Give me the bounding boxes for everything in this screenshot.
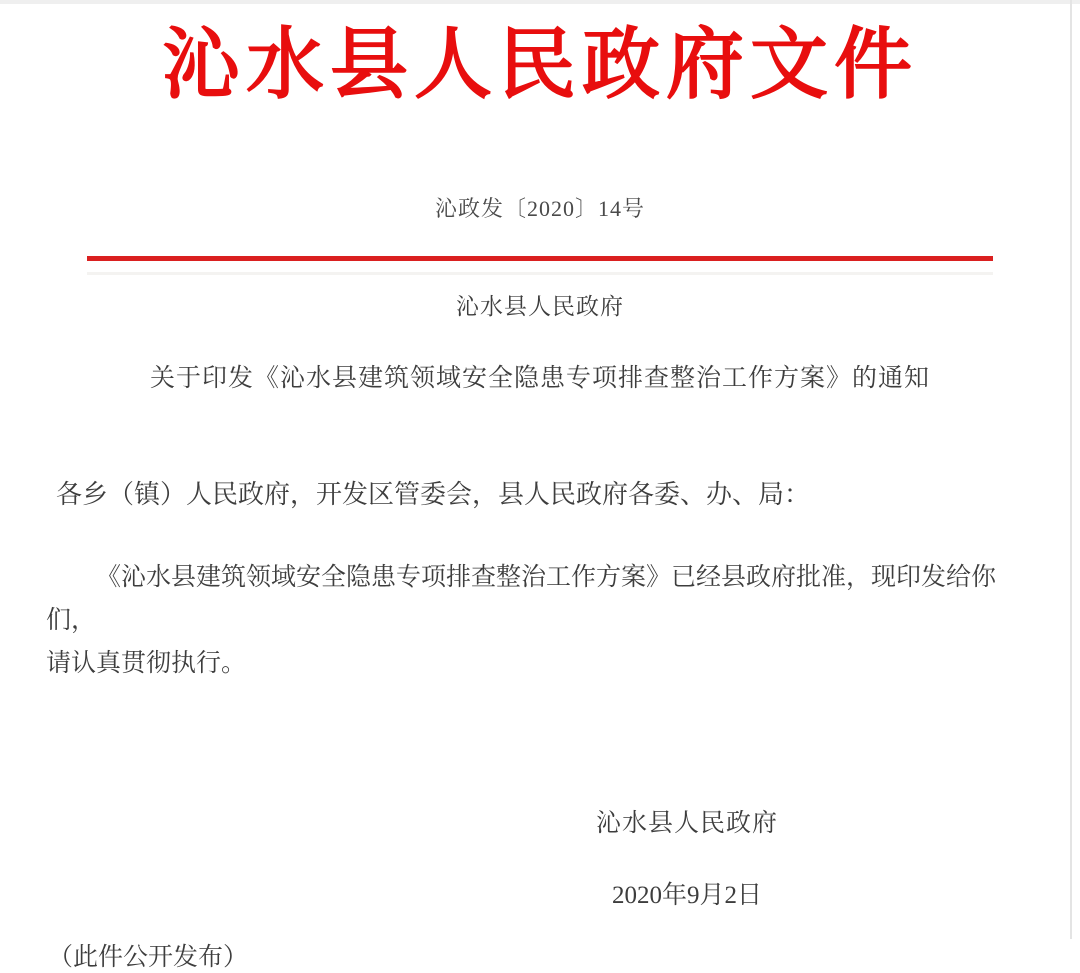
- page-top-edge: [0, 0, 1080, 4]
- notice-title: 关于印发《沁水县建筑领域安全隐患专项排查整治工作方案》的通知: [149, 365, 930, 392]
- issuer-name: 沁水县人民政府: [456, 294, 624, 319]
- divider-shadow-line: [87, 272, 993, 275]
- body-paragraph-line-1: 《沁水县建筑领域安全隐患专项排查整治工作方案》已经县政府批准，现印发给你们，: [46, 564, 997, 634]
- addressee-line: 各乡（镇）人民政府，开发区管委会，县人民政府各委、办、局：: [56, 480, 811, 509]
- red-divider-line: [87, 256, 993, 261]
- signature-date: 2020年9月2日: [611, 882, 762, 909]
- government-document-page: [0, 20, 1080, 973]
- body-paragraph: [46, 556, 1016, 685]
- signature-block: [147, 809, 1080, 911]
- signature-issuer-name: 沁水县人民政府: [595, 810, 778, 837]
- document-header-title: 沁水县人民政府文件: [161, 21, 918, 108]
- page-right-edge: [1070, 0, 1072, 939]
- public-release-note: （此件公开发布）: [48, 944, 249, 971]
- document-number: 沁政发〔2020〕14号: [434, 196, 645, 221]
- body-paragraph-line-2: 请认真贯彻执行。: [46, 650, 247, 677]
